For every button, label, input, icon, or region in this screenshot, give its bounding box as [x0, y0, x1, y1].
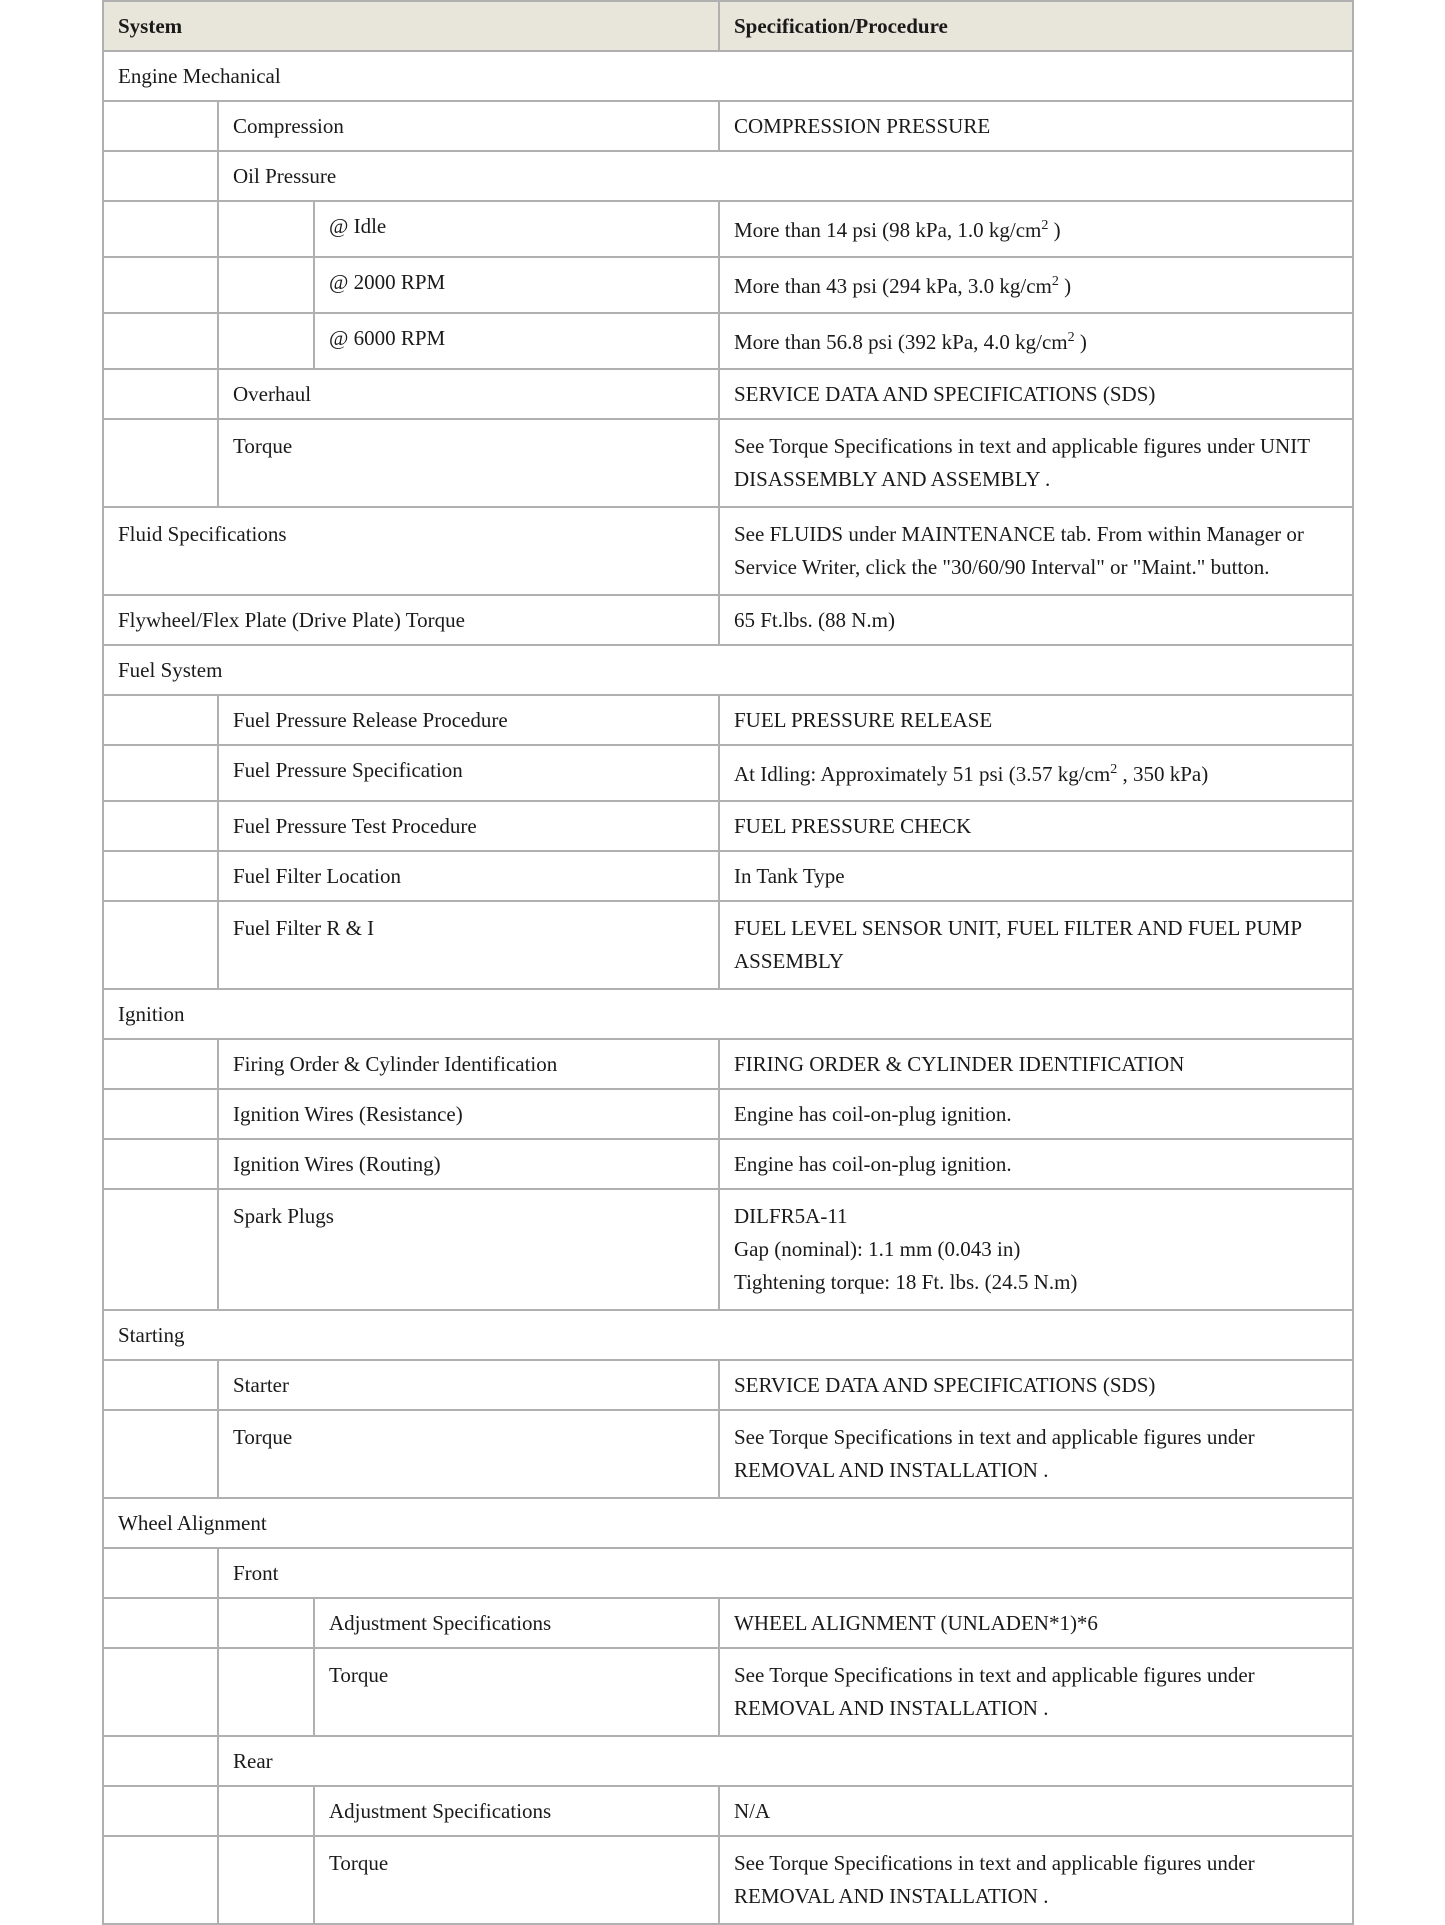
table-row	[103, 257, 1353, 313]
spark-plug-gap: Gap (nominal): 1.1 mm (0.043 in)	[734, 1237, 1021, 1261]
subsection-title: Oil Pressure	[218, 151, 1353, 201]
superscript: 2	[1110, 762, 1118, 777]
superscript: 2	[1051, 274, 1059, 289]
table-row	[103, 1039, 1353, 1089]
row-value: See Torque Specifications in text and applicable figures under UNIT DISASSEMBLY AND ASSEMBLY .	[719, 419, 1353, 507]
spark-plug-part-number: DILFR5A-11	[734, 1204, 848, 1228]
specifications-table	[102, 0, 1354, 1925]
indent-cell	[218, 313, 314, 369]
row-label: @ 2000 RPM	[314, 257, 719, 313]
indent-cell	[103, 313, 218, 369]
row-label: Torque	[314, 1836, 719, 1924]
table-row	[103, 1189, 1353, 1310]
indent-cell	[103, 1736, 218, 1786]
row-label: Ignition Wires (Resistance)	[218, 1089, 719, 1139]
section-title: Ignition	[103, 989, 1353, 1039]
row-label: Fuel Filter R & I	[218, 901, 719, 989]
table-row	[103, 801, 1353, 851]
row-label: Torque	[314, 1648, 719, 1736]
section-row-engine-mechanical	[103, 51, 1353, 101]
section-title: Wheel Alignment	[103, 1498, 1353, 1548]
table-row	[103, 101, 1353, 151]
column-header-system: System	[103, 1, 719, 51]
value-text: More than 43 psi (294 kPa, 3.0 kg/cm	[734, 274, 1052, 298]
indent-cell	[103, 201, 218, 257]
table-row	[103, 1836, 1353, 1924]
row-value	[719, 201, 1353, 257]
indent-cell	[218, 1786, 314, 1836]
section-title: Fuel System	[103, 645, 1353, 695]
row-label: Fuel Pressure Test Procedure	[218, 801, 719, 851]
row-label: Fuel Pressure Release Procedure	[218, 695, 719, 745]
table-row	[103, 1139, 1353, 1189]
row-label: Fuel Filter Location	[218, 851, 719, 901]
row-value	[719, 745, 1353, 801]
row-value: In Tank Type	[719, 851, 1353, 901]
row-value: N/A	[719, 1786, 1353, 1836]
indent-cell	[103, 901, 218, 989]
indent-cell	[103, 101, 218, 151]
row-label: Overhaul	[218, 369, 719, 419]
table-row	[103, 1410, 1353, 1498]
table-row	[103, 901, 1353, 989]
indent-cell	[218, 1648, 314, 1736]
table-row	[103, 507, 1353, 595]
indent-cell	[103, 257, 218, 313]
row-value: See FLUIDS under MAINTENANCE tab. From within Manager or Service Writer, click the "30/60/90 Interval" or "Maint." button.	[719, 507, 1353, 595]
row-value: Engine has coil-on-plug ignition.	[719, 1089, 1353, 1139]
indent-cell	[218, 257, 314, 313]
indent-cell	[103, 1089, 218, 1139]
table-row	[103, 851, 1353, 901]
row-value: SERVICE DATA AND SPECIFICATIONS (SDS)	[719, 1360, 1353, 1410]
row-value: SERVICE DATA AND SPECIFICATIONS (SDS)	[719, 369, 1353, 419]
row-label: Torque	[218, 419, 719, 507]
indent-cell	[218, 1598, 314, 1648]
row-label: Flywheel/Flex Plate (Drive Plate) Torque	[103, 595, 719, 645]
spark-plug-torque: Tightening torque: 18 Ft. lbs. (24.5 N.m)	[734, 1270, 1078, 1294]
indent-cell	[103, 1139, 218, 1189]
row-value	[719, 313, 1353, 369]
value-text: At Idling: Approximately 51 psi (3.57 kg/cm	[734, 762, 1111, 786]
table-row	[103, 1786, 1353, 1836]
indent-cell	[103, 1548, 218, 1598]
value-text-end: , 350 kPa)	[1117, 762, 1209, 786]
section-row-starting	[103, 1310, 1353, 1360]
section-title: Engine Mechanical	[103, 51, 1353, 101]
indent-cell	[103, 801, 218, 851]
indent-cell	[103, 695, 218, 745]
section-row-wheel-alignment	[103, 1498, 1353, 1548]
row-value: 65 Ft.lbs. (88 N.m)	[719, 595, 1353, 645]
table-row	[103, 745, 1353, 801]
row-label: Compression	[218, 101, 719, 151]
row-value: FUEL PRESSURE RELEASE	[719, 695, 1353, 745]
section-row-fuel-system	[103, 645, 1353, 695]
subsection-title: Front	[218, 1548, 1353, 1598]
row-label: Fluid Specifications	[103, 507, 719, 595]
value-text: More than 14 psi (98 kPa, 1.0 kg/cm	[734, 218, 1042, 242]
indent-cell	[103, 1786, 218, 1836]
table-row	[103, 1089, 1353, 1139]
value-text-end: )	[1048, 218, 1061, 242]
row-value: See Torque Specifications in text and applicable figures under REMOVAL AND INSTALLATION .	[719, 1836, 1353, 1924]
indent-cell	[218, 201, 314, 257]
subsection-row-front	[103, 1548, 1353, 1598]
table-header-row	[103, 1, 1353, 51]
row-value	[719, 1189, 1353, 1310]
table-row	[103, 695, 1353, 745]
table-row	[103, 1648, 1353, 1736]
indent-cell	[103, 1648, 218, 1736]
table-row	[103, 313, 1353, 369]
indent-cell	[103, 1360, 218, 1410]
value-text: More than 56.8 psi (392 kPa, 4.0 kg/cm	[734, 330, 1068, 354]
row-label: Adjustment Specifications	[314, 1598, 719, 1648]
indent-cell	[103, 745, 218, 801]
row-value	[719, 257, 1353, 313]
value-text-end: )	[1074, 330, 1087, 354]
row-value: Engine has coil-on-plug ignition.	[719, 1139, 1353, 1189]
indent-cell	[103, 1189, 218, 1310]
indent-cell	[103, 1836, 218, 1924]
row-value: FUEL LEVEL SENSOR UNIT, FUEL FILTER AND FUEL PUMP ASSEMBLY	[719, 901, 1353, 989]
indent-cell	[103, 851, 218, 901]
row-value: FIRING ORDER & CYLINDER IDENTIFICATION	[719, 1039, 1353, 1089]
section-row-ignition	[103, 989, 1353, 1039]
row-label: @ Idle	[314, 201, 719, 257]
section-title: Starting	[103, 1310, 1353, 1360]
table-row	[103, 595, 1353, 645]
subsection-row-rear	[103, 1736, 1353, 1786]
row-label: Fuel Pressure Specification	[218, 745, 719, 801]
row-label: Firing Order & Cylinder Identification	[218, 1039, 719, 1089]
table-row	[103, 1360, 1353, 1410]
indent-cell	[103, 151, 218, 201]
row-label: @ 6000 RPM	[314, 313, 719, 369]
table-row	[103, 201, 1353, 257]
row-label: Starter	[218, 1360, 719, 1410]
table-row	[103, 419, 1353, 507]
row-label: Adjustment Specifications	[314, 1786, 719, 1836]
superscript: 2	[1041, 218, 1049, 233]
row-value: COMPRESSION PRESSURE	[719, 101, 1353, 151]
row-label: Spark Plugs	[218, 1189, 719, 1310]
superscript: 2	[1067, 330, 1075, 345]
value-text-end: )	[1058, 274, 1072, 298]
row-label: Ignition Wires (Routing)	[218, 1139, 719, 1189]
indent-cell	[103, 419, 218, 507]
column-header-spec: Specification/Procedure	[719, 1, 1353, 51]
table-row	[103, 1598, 1353, 1648]
row-value: See Torque Specifications in text and applicable figures under REMOVAL AND INSTALLATION .	[719, 1410, 1353, 1498]
indent-cell	[218, 1836, 314, 1924]
indent-cell	[103, 369, 218, 419]
row-value: See Torque Specifications in text and applicable figures under REMOVAL AND INSTALLATION .	[719, 1648, 1353, 1736]
subsection-row-oil-pressure	[103, 151, 1353, 201]
subsection-title: Rear	[218, 1736, 1353, 1786]
row-label: Torque	[218, 1410, 719, 1498]
table-row	[103, 369, 1353, 419]
indent-cell	[103, 1039, 218, 1089]
row-value: WHEEL ALIGNMENT (UNLADEN*1)*6	[719, 1598, 1353, 1648]
row-value: FUEL PRESSURE CHECK	[719, 801, 1353, 851]
indent-cell	[103, 1410, 218, 1498]
indent-cell	[103, 1598, 218, 1648]
